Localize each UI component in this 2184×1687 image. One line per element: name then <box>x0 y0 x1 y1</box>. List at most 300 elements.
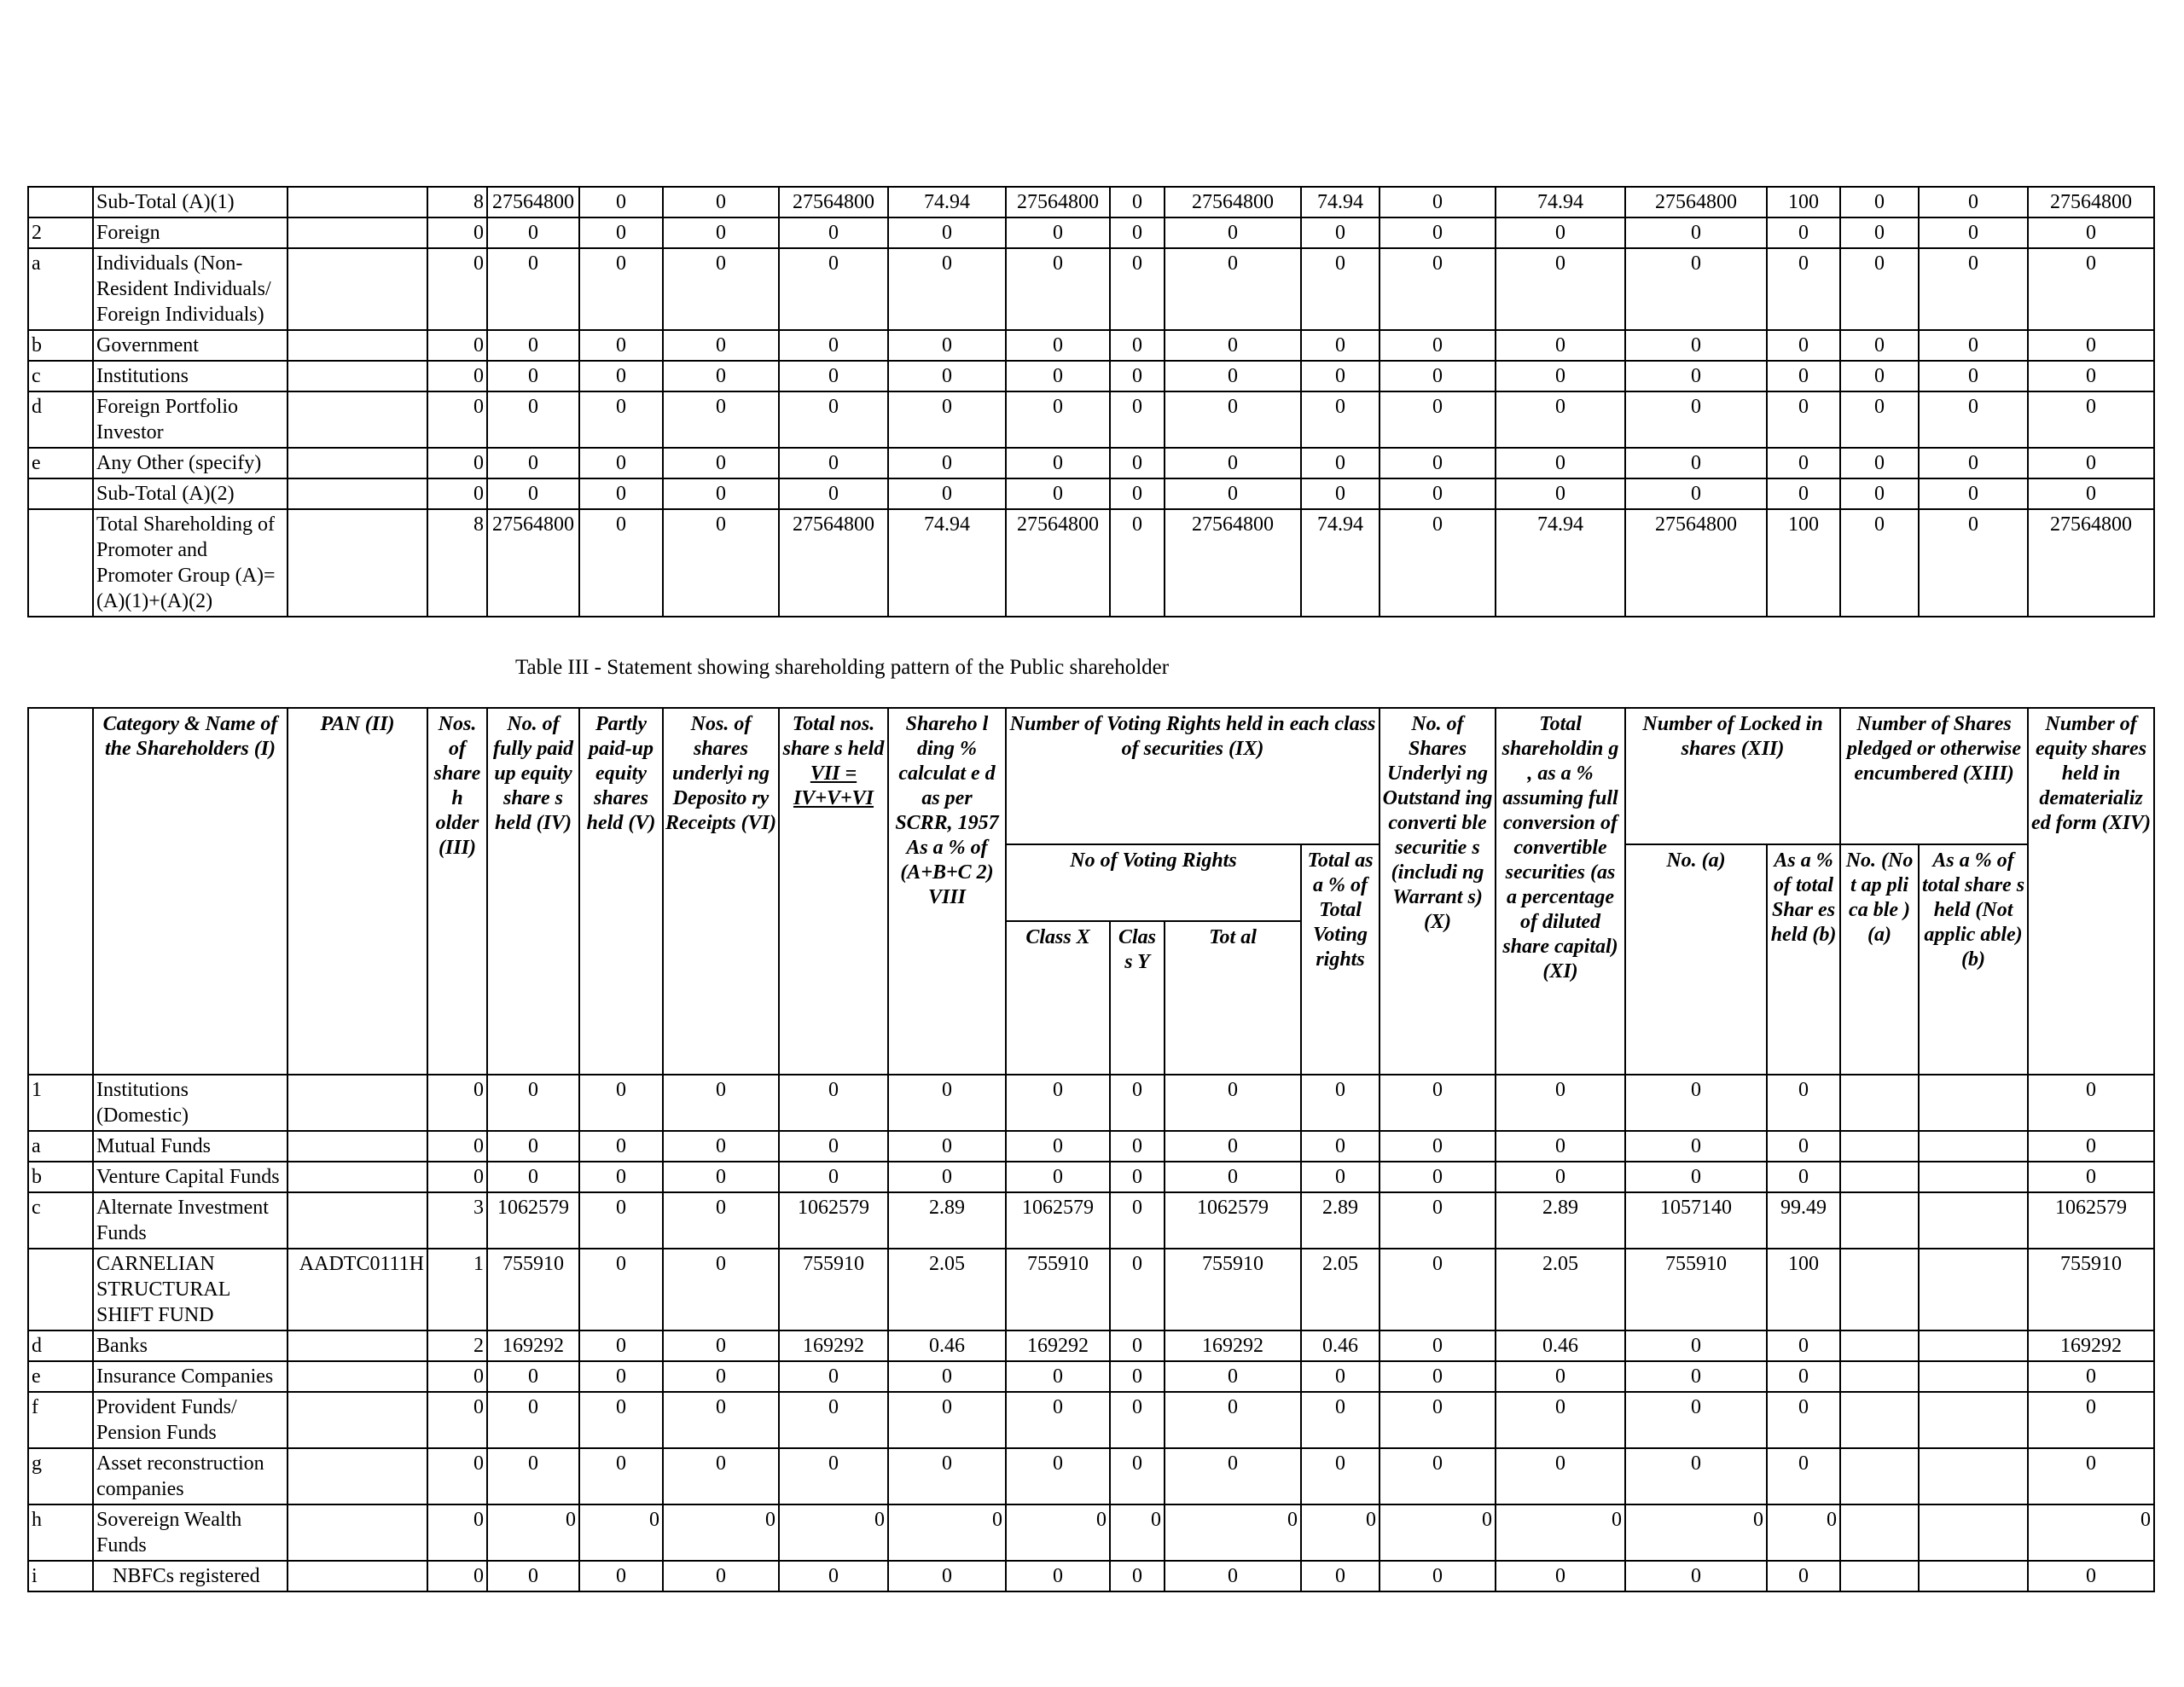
row-pan-cell <box>288 1561 427 1591</box>
row-value-cell: 0 <box>1625 1361 1767 1392</box>
row-value-cell: 0 <box>1006 1075 1110 1131</box>
row-name-cell: Sovereign Wealth Funds <box>93 1504 288 1561</box>
table-row <box>28 1561 2154 1591</box>
row-value-cell: 0 <box>427 1561 487 1591</box>
row-value-cell: 0 <box>1767 448 1840 478</box>
table-row <box>28 1249 2154 1330</box>
row-value-cell: 0 <box>888 1392 1006 1448</box>
row-value-cell <box>1919 1192 2028 1249</box>
table-row <box>28 330 2154 361</box>
row-value-cell: 0 <box>427 361 487 391</box>
row-value-cell: 0 <box>1625 1162 1767 1192</box>
row-value-cell: 0 <box>1840 448 1919 478</box>
row-value-cell: 0 <box>1919 330 2028 361</box>
row-value-cell: 0 <box>779 478 888 509</box>
row-value-cell: 0 <box>663 1330 779 1361</box>
row-value-cell: 0 <box>1006 1392 1110 1448</box>
header-total-nos-formula: VII = IV+V+VI <box>793 762 874 809</box>
row-value-cell: 27564800 <box>487 509 579 617</box>
row-value-cell: 755910 <box>487 1249 579 1330</box>
row-value-cell: 0 <box>1165 1075 1301 1131</box>
row-value-cell: 0 <box>779 361 888 391</box>
row-pan-cell <box>288 1162 427 1192</box>
row-value-cell: 0 <box>663 1249 779 1330</box>
row-value-cell: 0 <box>1110 391 1165 448</box>
row-value-cell: 1 <box>427 1249 487 1330</box>
row-value-cell: 0 <box>663 391 779 448</box>
row-value-cell: 0 <box>2028 361 2154 391</box>
row-value-cell <box>1840 1504 1919 1561</box>
row-value-cell: 0 <box>1301 217 1380 248</box>
table-row <box>28 509 2154 617</box>
row-value-cell: 0 <box>1380 1249 1496 1330</box>
row-value-cell: 0 <box>579 330 663 361</box>
row-name-cell: Banks <box>93 1330 288 1361</box>
row-value-cell: 0 <box>663 187 779 217</box>
row-value-cell: 0 <box>1110 1448 1165 1504</box>
row-id-cell <box>28 478 93 509</box>
table-row <box>28 217 2154 248</box>
table-row <box>28 1330 2154 1361</box>
row-value-cell: 0 <box>2028 330 2154 361</box>
row-name-cell: CARNELIAN STRUCTURAL SHIFT FUND <box>93 1249 288 1330</box>
row-value-cell: 0 <box>487 478 579 509</box>
row-value-cell <box>1840 1192 1919 1249</box>
table-row <box>28 1448 2154 1504</box>
row-value-cell: 0 <box>1496 1131 1625 1162</box>
header-locked-pct: As a % of total Shar es held (b) <box>1767 844 1840 1075</box>
row-pan-cell <box>288 217 427 248</box>
row-value-cell: 0 <box>487 361 579 391</box>
row-value-cell: 0 <box>663 330 779 361</box>
row-value-cell: 0 <box>1625 448 1767 478</box>
row-pan-cell <box>288 1392 427 1448</box>
row-value-cell: 0 <box>579 1249 663 1330</box>
row-value-cell: 1062579 <box>487 1192 579 1249</box>
row-value-cell: 0 <box>427 248 487 330</box>
row-value-cell: 0 <box>579 1162 663 1192</box>
row-id-cell: f <box>28 1392 93 1448</box>
row-value-cell: 0.46 <box>888 1330 1006 1361</box>
row-value-cell: 99.49 <box>1767 1192 1840 1249</box>
row-value-cell: 0 <box>1767 248 1840 330</box>
header-total-nos-label: Total nos. share s held <box>782 713 885 760</box>
row-value-cell: 0 <box>1301 1392 1380 1448</box>
header-outstanding: No. of Shares Underlyi ng Outstand ing converti ble securitie s (includi ng Warrant s) (X) <box>1380 708 1496 1075</box>
row-value-cell: 0 <box>579 1561 663 1591</box>
row-value-cell: 0 <box>1301 361 1380 391</box>
row-value-cell <box>1840 1249 1919 1330</box>
row-pan-cell <box>288 1448 427 1504</box>
header-total-conversion: Total shareholdin g , as a % assuming full conversion of convertible securities (as a percentage of diluted share capital) (XI) <box>1496 708 1625 1075</box>
header-partly-paid: Partly paid-up equity shares held (V) <box>579 708 663 1075</box>
row-value-cell <box>1840 1162 1919 1192</box>
row-pan-cell <box>288 1330 427 1361</box>
row-value-cell: 755910 <box>1006 1249 1110 1330</box>
header-class-x: Class X <box>1006 921 1110 1075</box>
row-value-cell <box>1919 1392 2028 1448</box>
row-value-cell: 0 <box>1625 1075 1767 1131</box>
row-value-cell: 0 <box>487 217 579 248</box>
row-value-cell: 0 <box>487 1561 579 1591</box>
row-name-cell: Any Other (specify) <box>93 448 288 478</box>
row-value-cell: 0 <box>1165 361 1301 391</box>
row-pan-cell <box>288 1131 427 1162</box>
row-value-cell: 0 <box>1496 248 1625 330</box>
header-shareholding-pct: Shareho l ding % calculat e d as per SCRR, 1957 As a % of (A+B+C 2) VIII <box>888 708 1006 1075</box>
row-id-cell: i <box>28 1561 93 1591</box>
row-value-cell: 0 <box>2028 1504 2154 1561</box>
row-value-cell: 0 <box>1919 509 2028 617</box>
row-value-cell: 0 <box>1165 1162 1301 1192</box>
row-value-cell: 0 <box>888 248 1006 330</box>
row-value-cell: 0 <box>1380 1162 1496 1192</box>
row-value-cell: 0 <box>487 330 579 361</box>
row-id-cell: 1 <box>28 1075 93 1131</box>
row-pan-cell <box>288 478 427 509</box>
row-value-cell: 0 <box>2028 1448 2154 1504</box>
row-value-cell: 0 <box>1380 1504 1496 1561</box>
row-id-cell: 2 <box>28 217 93 248</box>
row-value-cell <box>1919 1131 2028 1162</box>
row-value-cell: 0 <box>1496 1448 1625 1504</box>
row-value-cell: 0 <box>1380 1131 1496 1162</box>
row-value-cell: 0 <box>427 217 487 248</box>
row-value-cell: 0 <box>1767 330 1840 361</box>
row-value-cell: 0 <box>1625 1131 1767 1162</box>
row-value-cell: 0 <box>779 248 888 330</box>
row-value-cell: 0 <box>1380 478 1496 509</box>
row-value-cell: 0 <box>1625 1448 1767 1504</box>
row-value-cell: 0 <box>888 330 1006 361</box>
row-value-cell: 0 <box>779 1075 888 1131</box>
row-id-cell: e <box>28 1361 93 1392</box>
header-demat: Number of equity shares held in dematerializ ed form (XIV) <box>2028 708 2154 1075</box>
row-value-cell: 0 <box>888 217 1006 248</box>
row-value-cell: 0 <box>487 391 579 448</box>
row-value-cell: 0 <box>1165 1504 1301 1561</box>
row-value-cell: 0 <box>1625 330 1767 361</box>
row-value-cell: 0 <box>579 1075 663 1131</box>
row-value-cell: 1062579 <box>779 1192 888 1249</box>
row-value-cell: 0 <box>1006 391 1110 448</box>
row-value-cell: 0 <box>779 217 888 248</box>
row-name-cell: Venture Capital Funds <box>93 1162 288 1192</box>
row-value-cell: 0 <box>1380 187 1496 217</box>
row-value-cell: 0 <box>888 1561 1006 1591</box>
row-value-cell <box>1919 1075 2028 1131</box>
row-value-cell: 0 <box>1110 1249 1165 1330</box>
row-id-cell: g <box>28 1448 93 1504</box>
row-value-cell: 8 <box>427 509 487 617</box>
row-id-cell: d <box>28 391 93 448</box>
row-value-cell: 1062579 <box>2028 1192 2154 1249</box>
row-value-cell: 2.89 <box>1301 1192 1380 1249</box>
row-value-cell: 0 <box>2028 248 2154 330</box>
row-value-cell: 0 <box>1110 1561 1165 1591</box>
row-id-cell <box>28 1249 93 1330</box>
row-value-cell: 1062579 <box>1165 1192 1301 1249</box>
table-row <box>28 1504 2154 1561</box>
row-pan-cell <box>288 330 427 361</box>
row-value-cell: 0 <box>579 1330 663 1361</box>
row-value-cell: 0 <box>1767 1504 1840 1561</box>
row-value-cell: 0 <box>779 391 888 448</box>
row-value-cell: 0 <box>1165 391 1301 448</box>
row-value-cell: 0 <box>1840 361 1919 391</box>
row-value-cell: 0 <box>487 248 579 330</box>
row-value-cell: 1062579 <box>1006 1192 1110 1249</box>
row-value-cell: 0 <box>888 361 1006 391</box>
row-value-cell: 0 <box>663 361 779 391</box>
row-value-cell: 0 <box>1380 1392 1496 1448</box>
row-value-cell: 0 <box>888 1361 1006 1392</box>
row-value-cell: 2.05 <box>1496 1249 1625 1330</box>
row-value-cell: 0 <box>1165 1131 1301 1162</box>
row-value-cell: 0 <box>663 1448 779 1504</box>
row-id-cell: h <box>28 1504 93 1561</box>
row-value-cell: 0 <box>1380 1361 1496 1392</box>
row-id-cell: b <box>28 330 93 361</box>
row-value-cell: 0 <box>1380 1075 1496 1131</box>
row-value-cell: 0.46 <box>1301 1330 1380 1361</box>
row-value-cell: 0 <box>1380 1330 1496 1361</box>
row-id-cell: a <box>28 248 93 330</box>
row-pan-cell <box>288 1361 427 1392</box>
row-value-cell: 0 <box>663 448 779 478</box>
row-id-cell: a <box>28 1131 93 1162</box>
row-pan-cell <box>288 1504 427 1561</box>
row-value-cell: 0 <box>2028 1392 2154 1448</box>
row-value-cell: 0 <box>427 391 487 448</box>
header-no-voting-rights: No of Voting Rights <box>1006 844 1301 921</box>
row-value-cell: 0 <box>1919 478 2028 509</box>
row-value-cell: 0 <box>1496 1162 1625 1192</box>
row-value-cell: 0 <box>487 448 579 478</box>
row-value-cell: 169292 <box>779 1330 888 1361</box>
row-value-cell: 0 <box>1496 1075 1625 1131</box>
row-value-cell: 0 <box>1496 448 1625 478</box>
row-value-cell: 74.94 <box>1496 509 1625 617</box>
row-value-cell: 0 <box>1006 217 1110 248</box>
row-value-cell: 0 <box>1165 448 1301 478</box>
row-pan-cell <box>288 187 427 217</box>
row-value-cell: 0 <box>1625 1561 1767 1591</box>
row-value-cell: 0 <box>888 391 1006 448</box>
row-value-cell: 0 <box>1110 1162 1165 1192</box>
row-value-cell: 0 <box>1919 391 2028 448</box>
row-value-cell <box>1840 1361 1919 1392</box>
row-value-cell: 0 <box>487 1075 579 1131</box>
row-value-cell: 0 <box>1110 1330 1165 1361</box>
row-name-cell: Sub-Total (A)(2) <box>93 478 288 509</box>
public-shareholding-table <box>27 707 2155 1592</box>
row-value-cell: 0 <box>1767 1361 1840 1392</box>
row-value-cell: 0 <box>1380 1192 1496 1249</box>
row-name-cell: Mutual Funds <box>93 1131 288 1162</box>
row-value-cell: 0 <box>1919 448 2028 478</box>
row-value-cell: 0 <box>487 1162 579 1192</box>
row-value-cell: 27564800 <box>1625 509 1767 617</box>
row-value-cell <box>1919 1162 2028 1192</box>
table-row <box>28 248 2154 330</box>
row-value-cell: 0 <box>1840 187 1919 217</box>
header-pledged-no: No. (No t ap pli ca ble ) (a) <box>1840 844 1919 1075</box>
row-value-cell: 0 <box>1165 330 1301 361</box>
row-value-cell: 0 <box>1380 1448 1496 1504</box>
row-value-cell: 27564800 <box>1625 187 1767 217</box>
row-value-cell: 0 <box>487 1361 579 1392</box>
row-value-cell: 0 <box>1840 391 1919 448</box>
header-locked: Number of Locked in shares (XII) <box>1625 708 1840 844</box>
row-value-cell: 0 <box>1110 187 1165 217</box>
row-value-cell: 74.94 <box>1301 509 1380 617</box>
row-value-cell: 0 <box>2028 391 2154 448</box>
row-value-cell: 0 <box>1110 217 1165 248</box>
row-value-cell: 0 <box>579 448 663 478</box>
table-row <box>28 1392 2154 1448</box>
row-value-cell: 0 <box>888 448 1006 478</box>
row-value-cell <box>1840 1561 1919 1591</box>
row-value-cell: 0 <box>1380 1561 1496 1591</box>
row-value-cell: 0 <box>1767 217 1840 248</box>
row-value-cell: 0 <box>487 1392 579 1448</box>
row-name-cell: Foreign <box>93 217 288 248</box>
header-blank <box>28 708 93 1075</box>
row-name-cell: Provident Funds/ Pension Funds <box>93 1392 288 1448</box>
row-value-cell: 0 <box>1165 478 1301 509</box>
row-value-cell: 0 <box>579 1361 663 1392</box>
row-value-cell: 27564800 <box>2028 509 2154 617</box>
row-value-cell <box>1840 1131 1919 1162</box>
row-value-cell: 2.89 <box>888 1192 1006 1249</box>
row-pan-cell <box>288 361 427 391</box>
row-value-cell: 0 <box>779 1162 888 1192</box>
row-name-cell: Sub-Total (A)(1) <box>93 187 288 217</box>
row-value-cell: 0 <box>1165 1361 1301 1392</box>
table-row <box>28 361 2154 391</box>
row-value-cell: 74.94 <box>1301 187 1380 217</box>
row-value-cell: 0 <box>1301 1448 1380 1504</box>
row-name-cell: Foreign Portfolio Investor <box>93 391 288 448</box>
row-value-cell: 0 <box>579 187 663 217</box>
row-value-cell: 0 <box>779 330 888 361</box>
row-value-cell <box>1919 1330 2028 1361</box>
row-value-cell: 2.89 <box>1496 1192 1625 1249</box>
row-value-cell: 0 <box>427 1448 487 1504</box>
row-value-cell: 0 <box>1301 448 1380 478</box>
row-value-cell: 0 <box>888 1504 1006 1561</box>
row-value-cell: 0 <box>779 1504 888 1561</box>
row-value-cell: 27564800 <box>779 187 888 217</box>
row-value-cell: 0 <box>1110 1192 1165 1249</box>
row-value-cell: 0 <box>1840 248 1919 330</box>
row-value-cell: 0 <box>487 1448 579 1504</box>
row-value-cell: 0 <box>1301 1162 1380 1192</box>
row-value-cell: 0 <box>1767 1392 1840 1448</box>
header-total-nos <box>779 708 888 1075</box>
row-value-cell <box>1840 1392 1919 1448</box>
row-value-cell: 0 <box>1110 1504 1165 1561</box>
row-value-cell <box>1840 1330 1919 1361</box>
row-pan-cell <box>288 248 427 330</box>
row-value-cell: 74.94 <box>888 509 1006 617</box>
row-value-cell: 0 <box>1110 478 1165 509</box>
row-value-cell: 0 <box>1165 248 1301 330</box>
row-value-cell: 0 <box>1301 1504 1380 1561</box>
row-pan-cell <box>288 1075 427 1131</box>
row-value-cell: 0 <box>1496 361 1625 391</box>
row-value-cell: 0 <box>779 1561 888 1591</box>
header-pledged-pct: As a % of total share s held (Not applic able) (b) <box>1919 844 2028 1075</box>
header-depository: Nos. of shares underlyi ng Deposito ry Receipts (VI) <box>663 708 779 1075</box>
row-value-cell: 0 <box>1301 391 1380 448</box>
row-value-cell: 0 <box>1110 330 1165 361</box>
row-value-cell: 0 <box>1165 1392 1301 1448</box>
row-value-cell: 27564800 <box>1165 187 1301 217</box>
row-value-cell: 0 <box>579 1192 663 1249</box>
row-value-cell: 0 <box>427 1361 487 1392</box>
header-total-pct-voting: Total as a % of Total Voting rights <box>1301 844 1380 1075</box>
row-value-cell: 0 <box>1496 1504 1625 1561</box>
row-id-cell: d <box>28 1330 93 1361</box>
row-value-cell: 0 <box>1110 1131 1165 1162</box>
row-value-cell: 0 <box>1767 361 1840 391</box>
row-value-cell: 2 <box>427 1330 487 1361</box>
row-value-cell: 0 <box>663 1504 779 1561</box>
row-value-cell: 0 <box>888 1448 1006 1504</box>
row-pan-cell <box>288 448 427 478</box>
row-name-cell: Alternate Investment Funds <box>93 1192 288 1249</box>
row-value-cell: 0 <box>1006 1131 1110 1162</box>
row-value-cell: 0 <box>1840 509 1919 617</box>
row-value-cell: 0 <box>1919 361 2028 391</box>
row-value-cell: 0 <box>1380 330 1496 361</box>
row-value-cell: 0 <box>779 1361 888 1392</box>
row-value-cell: 0 <box>579 509 663 617</box>
row-value-cell: 0 <box>1006 1448 1110 1504</box>
row-value-cell: 0 <box>779 1448 888 1504</box>
row-value-cell: 74.94 <box>1496 187 1625 217</box>
header-fully-paid: No. of fully paid up equity share s held (IV) <box>487 708 579 1075</box>
row-value-cell: 0 <box>1496 391 1625 448</box>
row-value-cell: 0 <box>2028 217 2154 248</box>
row-value-cell: 0 <box>1006 1504 1110 1561</box>
row-value-cell: 27564800 <box>779 509 888 617</box>
header-class-y: Clas s Y <box>1110 921 1165 1075</box>
header-pledged: Number of Shares pledged or otherwise encumbered (XIII) <box>1840 708 2028 844</box>
table-row <box>28 1131 2154 1162</box>
row-value-cell: 0 <box>1380 361 1496 391</box>
row-value-cell: 0 <box>579 1504 663 1561</box>
row-value-cell: 0 <box>1496 1392 1625 1448</box>
row-value-cell: 0 <box>888 478 1006 509</box>
row-value-cell: 0 <box>1840 478 1919 509</box>
row-value-cell: 0 <box>1625 1392 1767 1448</box>
row-value-cell: 755910 <box>2028 1249 2154 1330</box>
row-value-cell: 0 <box>663 1192 779 1249</box>
row-value-cell <box>1919 1561 2028 1591</box>
row-value-cell: 0 <box>1006 448 1110 478</box>
row-value-cell: 755910 <box>779 1249 888 1330</box>
row-name-cell: Institutions (Domestic) <box>93 1075 288 1131</box>
row-value-cell: 0 <box>1767 391 1840 448</box>
row-value-cell: 0 <box>2028 1075 2154 1131</box>
row-value-cell: 2.05 <box>888 1249 1006 1330</box>
row-value-cell: 0 <box>1767 1330 1840 1361</box>
row-value-cell: 0 <box>1165 217 1301 248</box>
row-value-cell: 0 <box>1006 1361 1110 1392</box>
